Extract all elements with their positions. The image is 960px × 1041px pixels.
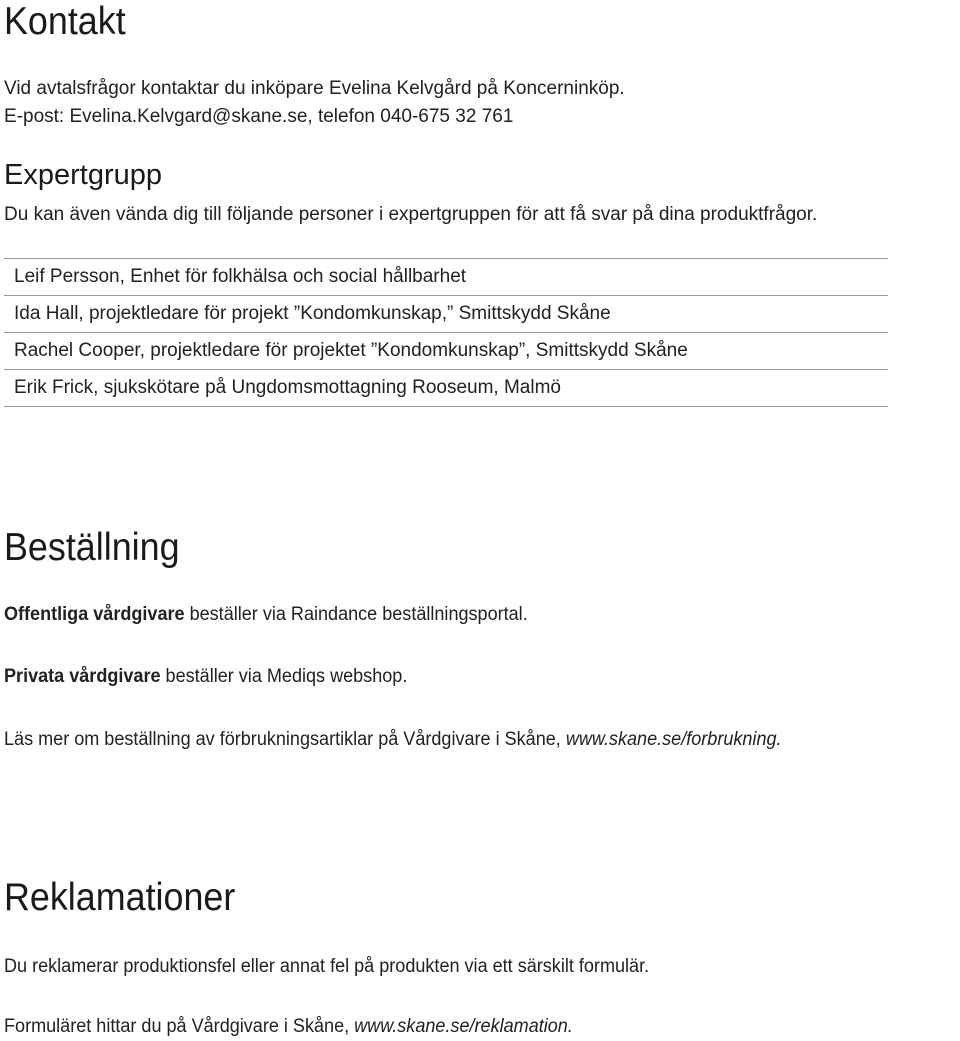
kontakt-heading: Kontakt [4,0,126,43]
reklamationer-line-1: Du reklamerar produktionsfel eller annat fel på produkten via ett särskilt formulär. [4,956,650,977]
kontakt-line-1: Vid avtalsfrågor kontaktar du inköpare Evelina Kelvgård på Koncerninköp. [4,78,625,99]
bestallning-heading: Beställning [4,526,180,569]
reklamationer-heading: Reklamationer [4,876,236,919]
kontakt-line-2: E-post: Evelina.Kelvgard@skane.se, telefon 040-675 32 761 [4,106,514,127]
bestallning-private [4,665,407,689]
more-info-text: Läs mer om beställning av förbrukningsartiklar på Vårdgivare i Skåne, [4,729,566,750]
bestallning-public [4,603,528,627]
reklamation-text: Formuläret hittar du på Vårdgivare i Skåne, [4,1016,355,1037]
reklamationer-line-2 [4,1015,573,1039]
bestallning-more [4,728,782,752]
expertgrupp-intro: Du kan även vända dig till följande personer i expertgruppen för att få svar på dina produktfrågor. [4,204,818,225]
private-providers-label: Privata vårdgivare [4,666,161,687]
reklamation-link[interactable]: www.skane.se/reklamation. [354,1016,573,1037]
expert-contact-list [4,258,888,407]
expertgrupp-heading: Expertgrupp [4,159,162,191]
list-item: Erik Frick, sjukskötare på Ungdomsmottagning Rooseum, Malmö [4,370,888,407]
list-item: Leif Persson, Enhet för folkhälsa och social hållbarhet [4,259,888,296]
list-item: Rachel Cooper, projektledare för projektet ”Kondomkunskap”, Smittskydd Skåne [4,333,888,370]
list-item: Ida Hall, projektledare för projekt ”Kondomkunskap,” Smittskydd Skåne [4,296,888,333]
forbrukning-link[interactable]: www.skane.se/forbrukning. [565,729,782,750]
public-providers-label: Offentliga vårdgivare [4,604,185,625]
public-providers-text: beställer via Raindance beställningsportal. [184,604,528,625]
private-providers-text: beställer via Mediqs webshop. [160,666,408,687]
